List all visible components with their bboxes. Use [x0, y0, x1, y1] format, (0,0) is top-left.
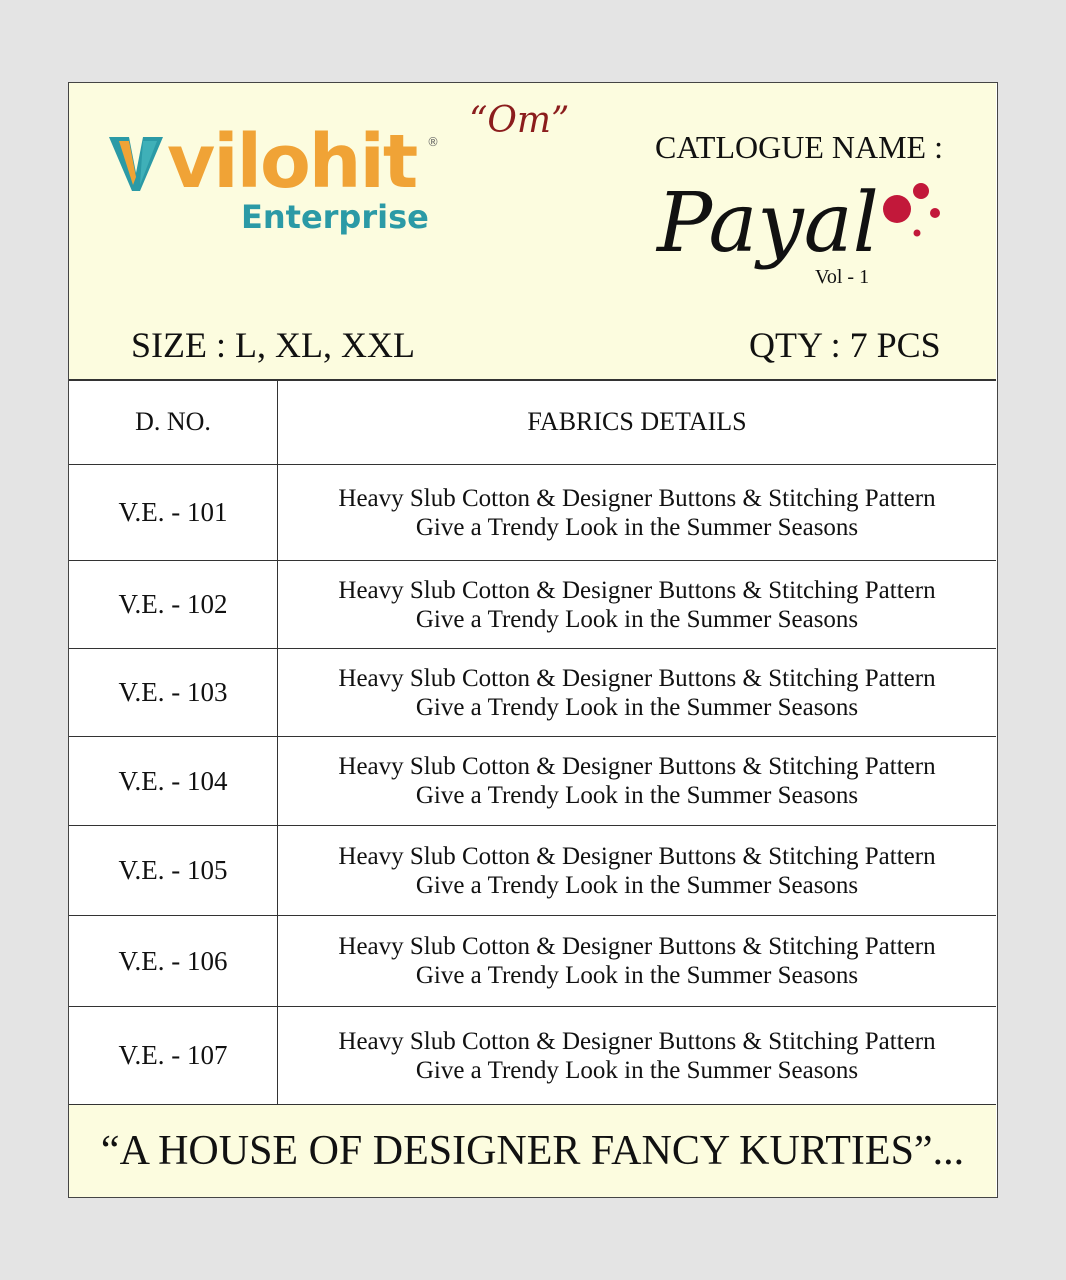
fabric-line-2: Give a Trendy Look in the Summer Seasons: [415, 962, 859, 989]
fabric-line-1: Heavy Slub Cotton & Designer Buttons & Stitching Pattern: [338, 1027, 936, 1055]
catalogue-label: CATLOGUE NAME :: [655, 129, 943, 165]
fabric-details: [278, 561, 997, 649]
fabric-line-1: Heavy Slub Cotton & Designer Buttons & Stitching Pattern: [338, 576, 936, 604]
table-header-row: [69, 379, 996, 465]
v-shield-icon: [107, 133, 165, 195]
fabric-details: [278, 737, 997, 826]
design-number: V.E. - 102: [69, 561, 278, 649]
table-row: [69, 826, 996, 916]
design-number: V.E. - 103: [69, 649, 278, 737]
design-number: V.E. - 104: [69, 737, 278, 826]
catalogue-sheet: [68, 82, 998, 1198]
decor-dot-small: [930, 208, 940, 218]
design-number: V.E. - 107: [69, 1007, 278, 1105]
fabric-line-1: Heavy Slub Cotton & Designer Buttons & Stitching Pattern: [338, 753, 936, 780]
decor-dot-large: [883, 195, 911, 223]
fabric-details: [278, 826, 997, 916]
fabric-details: [278, 916, 997, 1007]
fabric-line-1: Heavy Slub Cotton & Designer Buttons & Stitching Pattern: [338, 933, 936, 960]
fabric-line-1: Heavy Slub Cotton & Designer Buttons & Stitching Pattern: [338, 842, 936, 870]
brand-subtitle: Enterprise: [241, 198, 429, 236]
fabric-line-1: Heavy Slub Cotton & Designer Buttons & Stitching Pattern: [338, 484, 936, 512]
fabric-details: [278, 649, 997, 737]
fabric-details: [278, 1007, 997, 1105]
design-number: V.E. - 106: [69, 916, 278, 1007]
om-mark: “Om”: [469, 100, 570, 141]
footer-tagline: “A HOUSE OF DESIGNER FANCY KURTIES”...: [69, 1105, 996, 1197]
header-panel: [69, 83, 996, 381]
fabric-line-2: Give a Trendy Look in the Summer Seasons: [415, 871, 859, 899]
table-row: [69, 916, 996, 1007]
decor-dot-medium: [913, 183, 929, 199]
header-dno: D. NO.: [69, 379, 278, 465]
fabric-line-2: Give a Trendy Look in the Summer Seasons: [415, 513, 859, 541]
qty-info: QTY : 7 PCS: [749, 325, 941, 365]
fabric-line-2: Give a Trendy Look in the Summer Seasons: [415, 605, 859, 633]
brand-name: vilohit: [167, 119, 417, 205]
catalogue-volume: Vol - 1: [815, 266, 870, 288]
table-row: [69, 737, 996, 826]
fabric-details: [278, 465, 997, 561]
table-row: [69, 561, 996, 649]
design-number: V.E. - 105: [69, 826, 278, 916]
size-info: SIZE : L, XL, XXL: [131, 325, 415, 365]
registered-mark: ®: [427, 135, 439, 149]
fabric-line-2: Give a Trendy Look in the Summer Seasons: [415, 782, 859, 809]
fabric-table: [69, 379, 996, 1105]
table-row: [69, 1007, 996, 1105]
fabric-line-2: Give a Trendy Look in the Summer Seasons: [415, 693, 859, 721]
catalogue-name: Payal: [657, 176, 879, 271]
table-row: [69, 649, 996, 737]
catalogue-name-script: [649, 171, 969, 281]
table-row: [69, 465, 996, 561]
design-number: V.E. - 101: [69, 465, 278, 561]
decor-dot-tiny: [914, 230, 921, 237]
fabric-line-2: Give a Trendy Look in the Summer Seasons: [415, 1056, 859, 1084]
fabric-line-1: Heavy Slub Cotton & Designer Buttons & Stitching Pattern: [338, 664, 936, 692]
header-fabrics: FABRICS DETAILS: [278, 379, 997, 465]
